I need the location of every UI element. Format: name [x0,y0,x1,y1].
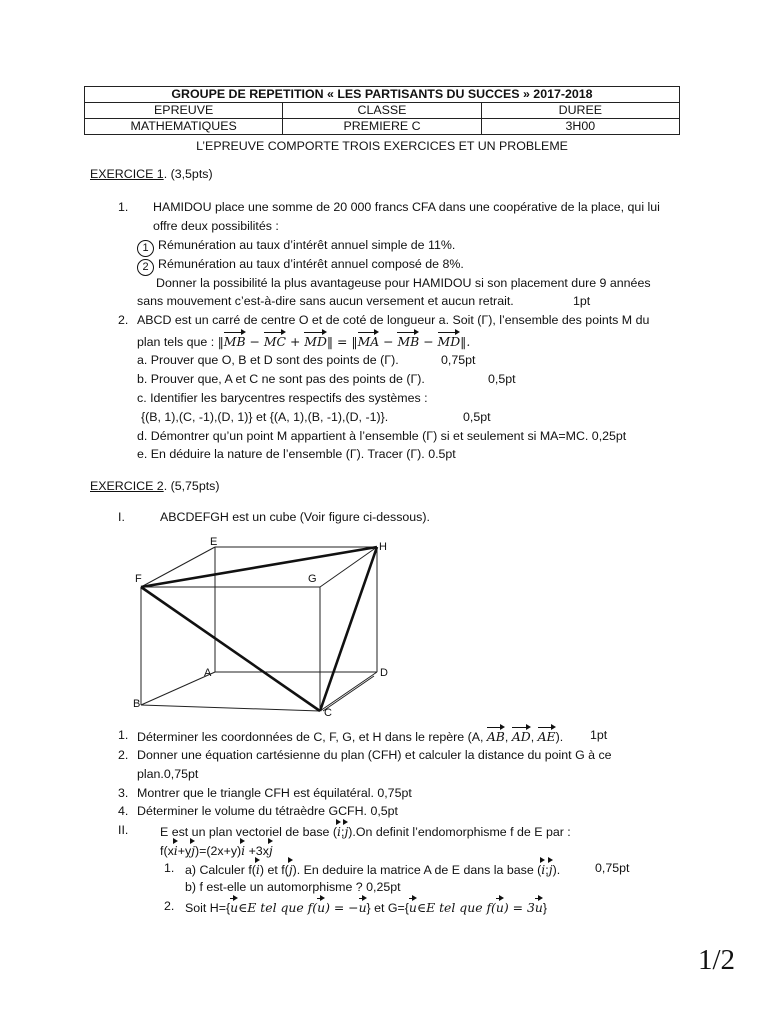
ex2-part1-intro: ABCDEFGH est un cube (Voir figure ci-dessous). [160,510,430,524]
ex2-part2-intro: E est un plan vectoriel de base (i;j).On definit l’endomorphisme f de E par : [160,821,571,842]
ex2-i2-line2: plan.0,75pt [137,767,199,781]
segment-HC [320,547,377,711]
vector-AD: AD [512,726,531,747]
ex1-q2-d: d. Démontrer qu’un point M appartient à l’ensemble (Γ) si et seulement si MA=MC. 0,25pt [137,429,627,443]
ex2-part2-intro-a: E est un plan vectoriel de base ( [160,825,338,839]
header-value-epreuve: MATHEMATIQUES [85,119,283,135]
header-col-classe: CLASSE [283,103,481,119]
ex1-option2-text: Rémunération au taux d’intérêt annuel composé de 8%. [158,257,464,271]
f-def-b: +y [177,844,192,858]
exercise2-heading [90,477,219,496]
ex1-q1-points: 1pt [573,294,591,308]
ex1-option1-text: Rémunération au taux d’intérêt annuel simple de 11%. [158,238,456,252]
ex2-i1-points: 1pt [590,728,608,742]
ex2-i4-number: 4. [118,804,129,818]
ex1-q1-line5: Donner la possibilité la plus avantageuse pour HAMIDOU si son placement dure 9 années [156,276,651,290]
circled-2-icon: 2 [137,259,154,276]
segment-FH [141,547,377,587]
ex1-q2-e: e. En déduire la nature de l’ensemble (Γ). Tracer (Γ). 0.5pt [137,447,456,461]
page-number: 1/2 [698,944,736,976]
ex1-q2-a-points: 0,75pt [441,353,476,367]
label-A: A [204,667,212,679]
ex1-q2-b: b. Prouver que, A et C ne sont pas des points de (Γ). [137,372,425,386]
ex2-part2-intro-b: ).On definit l’endomorphisme f de E par : [348,825,571,839]
ex2-i1-text: Déterminer les coordonnées de C, F, G, et H dans le repère (A, [137,730,487,744]
segment-FC [141,587,320,711]
label-F: F [135,573,142,585]
label-H: H [379,541,387,553]
edge-BC [141,705,320,711]
label-C: C [324,707,332,719]
circled-1-icon: 1 [137,240,154,257]
ex1-q1-line1: HAMIDOU place une somme de 20 000 francs CFA dans une coopérative de la place, qui lui [153,200,660,214]
header-title: GROUPE DE REPETITION « LES PARTISANTS DU SUCCES » 2017-2018 [85,87,680,103]
ex2-i4: Déterminer le volume du tétraèdre GCFH. 0,5pt [137,804,399,818]
exercise2-title: EXERCICE 2 [90,479,164,493]
ii2-b: tel que f( [256,900,318,915]
vector-AB: AB [487,726,505,747]
ex2-ii1-number: 1. [164,861,175,875]
ii1a-d: ). [552,863,561,877]
header-value-duree: 3H00 [481,119,679,135]
ex2-ii1-a-points: 0,75pt [595,861,630,875]
ex1-option2 [137,255,464,276]
exam-note: L’EPREUVE COMPORTE TROIS EXERCICES ET UN PROBLEME [196,139,568,153]
ex1-q2-condition [137,331,470,352]
cube-figure [125,535,395,720]
ex2-i3-number: 3. [118,786,129,800]
header-value-classe: PREMIERE C [283,119,481,135]
ex2-i1-close: ). [555,730,564,744]
label-D: D [380,667,388,679]
ii2-d: } et G={ [366,901,409,915]
ex2-part1-number: I. [118,510,125,524]
ex1-q2-number: 2. [118,313,129,327]
ex2-f-definition: f(xi+yj)=(2x+y)i +3xj [160,840,273,861]
ex2-ii2: Soit H={u∈E tel que f(u) = −u} et G={u∈E tel que f(u) = 3u} [185,897,547,918]
label-B: B [133,698,141,710]
ex2-i1-number: 1. [118,728,129,742]
ex1-q2-c-points: 0,5pt [463,410,491,424]
exercise1-points: . (3,5pts) [163,167,213,181]
ex2-ii2-number: 2. [164,899,175,913]
ii1a-b: ) et f( [259,863,289,877]
ii2-a: Soit H={ [185,901,231,915]
exercise1-heading [90,165,213,184]
ex2-part2-number: II. [118,823,129,837]
f-def-a: f(x [160,844,174,858]
f-def-d: +3x [245,844,269,858]
ii2-e: ) = 3 [503,900,535,915]
ex2-ii1-a: a) Calculer f(i) et f(j). En deduire la matrice A de E dans la base (i;j). [185,859,560,880]
ex1-q2-a: a. Prouver que O, B et D sont des points de (Γ). [137,353,399,367]
ex1-q1-number: 1. [118,200,129,214]
ii2-f: } [542,901,547,915]
ii2-b-2: tel que f( [435,900,496,915]
label-G: G [308,573,317,585]
norm-equation: ‖MB − MC + MD‖ = ‖MA − MB − MD‖. [218,334,471,349]
ii1a-a: a) Calculer f( [185,863,256,877]
header-table [84,86,680,135]
header-col-duree: DUREE [481,103,679,119]
edge-DC [320,672,377,711]
ex1-q2-c: c. Identifier les barycentres respectifs des systèmes : [137,391,428,405]
ex1-q1-line2: offre deux possibilités : [153,219,279,233]
header-col-epreuve: EPREUVE [85,103,283,119]
ii1a-c: ). En deduire la matrice A de E dans la base ( [292,863,542,877]
label-E: E [210,536,218,548]
ex1-q2-c-systems: {(B, 1),(C, -1),(D, 1)} et {(A, 1),(B, -1),(D, -1)}. [141,410,389,424]
ex1-q2-b-points: 0,5pt [488,372,516,386]
ex1-q2-line1: ABCD est un carré de centre O et de coté de longueur a. Soit (Γ), l’ensemble des points M du [137,313,650,327]
ex1-q2-condition-prefix: plan tels que : [137,335,218,349]
ex1-option1 [137,236,455,257]
ex1-q1-line6: sans mouvement c’est-à-dire sans aucun versement et aucun retrait. [137,294,514,308]
exercise1-title: EXERCICE 1 [90,167,164,181]
ii2-c: ) = − [325,900,359,915]
ex2-ii1-b: b) f est-elle un automorphisme ? 0,25pt [185,880,401,894]
ex2-i1: Déterminer les coordonnées de C, F, G, et H dans le repère (A, AB, AD, AE). [137,726,563,747]
exercise2-points: . (5,75pts) [163,479,220,493]
ex2-i3: Montrer que le triangle CFH est équilatéral. 0,75pt [137,786,412,800]
ex2-i2-number: 2. [118,748,129,762]
ex2-i2-line1: Donner une équation cartésienne du plan (CFH) et calculer la distance du point G à ce [137,748,612,762]
f-def-c: )=(2x+y) [195,844,242,858]
vector-AE: AE [538,726,556,747]
